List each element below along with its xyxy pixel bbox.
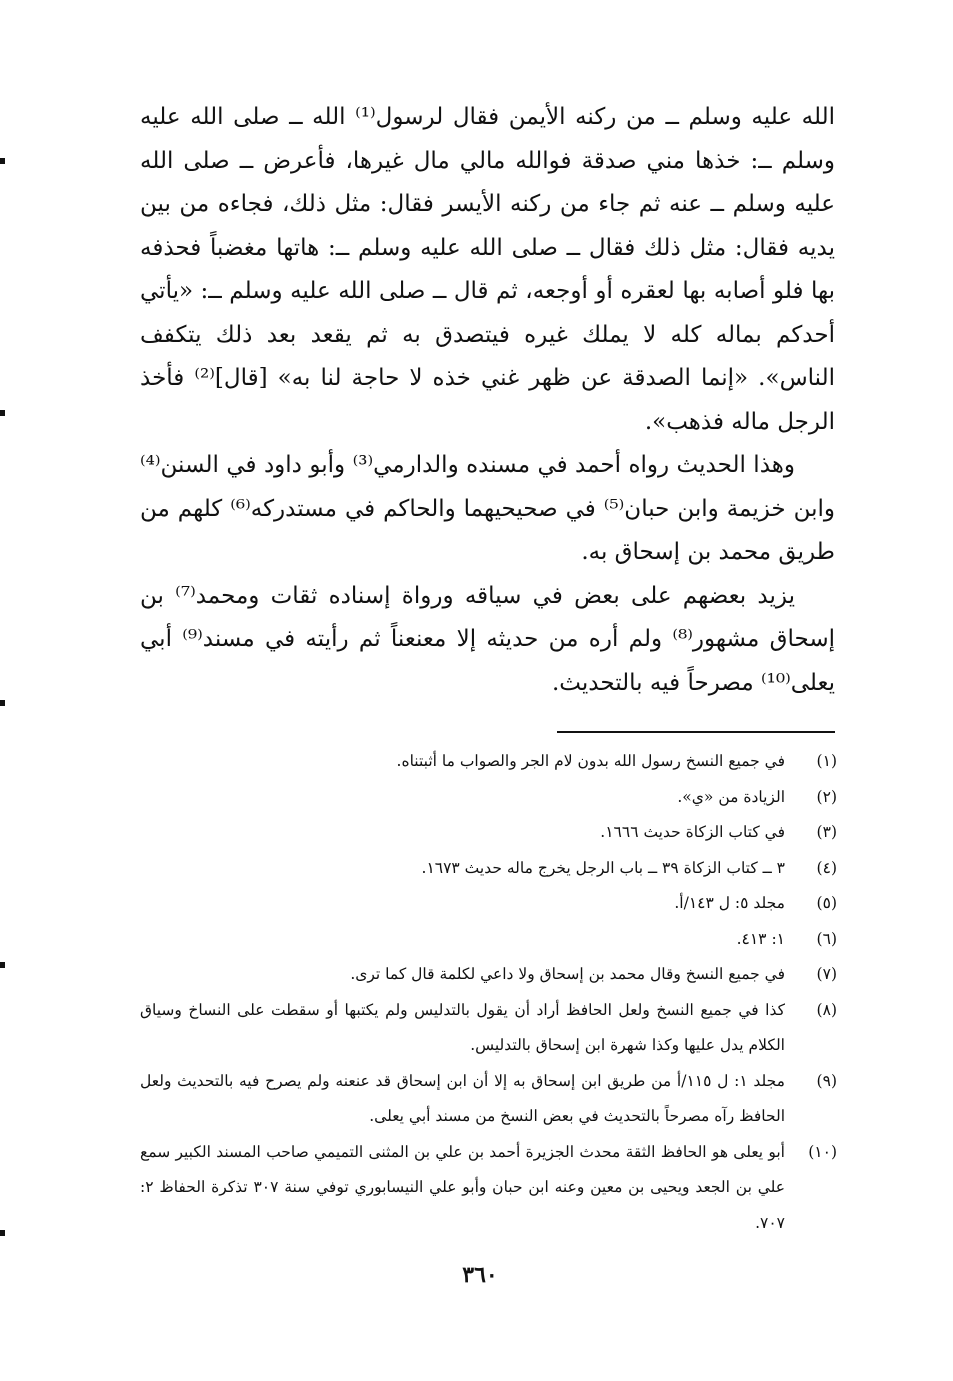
margin-mark [0,962,5,968]
footnote-number: (١) [816,752,837,770]
footnote [140,1135,837,1242]
footnote-text: ٣ ــ كتاب الزكاة ٣٩ ــ باب الرجل يخرج ماله حديث ١٦٧٣. [421,858,785,877]
footnote-number: (٧) [816,965,837,983]
paragraph-takhrij: وهذا الحديث رواه أحمد في مسنده والدارمي⁽³⁾ وأبو داود في السنن⁽⁴⁾ وابن خزيمة وابن حبان⁽⁵⁾ في صحيحيهما والحاكم في مستدركه⁽⁶⁾ كلهم من طريق محمد بن إسحاق به. [140,452,835,565]
footnote-text: مجلد ٥: ل ١٤٣/أ. [674,894,785,912]
footnote [140,957,837,993]
footnote-text: في جميع النسخ رسول الله بدون لام الجر والصواب ما أثبتناه. [396,752,785,770]
footnote-text: في جميع النسخ وقال محمد بن إسحاق ولا داعي لكلمة قال كما ترى. [350,965,785,983]
footnote-number: (٥) [816,894,837,912]
footnote-number: (١٠) [808,1142,837,1161]
footnote-separator [557,731,835,733]
footnote-number: (٨) [816,1000,837,1019]
footnote [140,744,837,780]
footnote-number: (٤) [816,858,837,877]
paragraph-hadith: الله عليه وسلم ــ من ركنه الأيمن فقال لرسول⁽¹⁾ الله ــ صلى الله عليه وسلم ــ: خذها مني صدقة فوالله مالي مال غيرها، فأعرض ــ صلى الله عليه وسلم ــ عنه ثم جاء من ركنه الأيسر فقال: مثل ذلك، فجاءه من بين يديه فقال: مثل ذلك فقال ــ صلى الله عليه وسلم ــ: هاتها مغضباً فحذفه بها فلو أصابه بها لعقره أو أوجعه، ثم قال ــ صلى الله عليه وسلم ــ: «يأتي أحدكم بماله كله لا يملك غيره فيتصدق به ثم يقعد بعد ذلك يتكفف الناس». «إنما الصدقة عن ظهر غني خذه لا حاجة لنا به» [قال]⁽²⁾ فأخذ الرجل ماله فذهب». [140,104,835,435]
paragraph-isnad: يزيد بعضهم على بعض في سياقه ورواة إسناده ثقات ومحمد⁽⁷⁾ بن إسحاق مشهور⁽⁸⁾ ولم أره من حديثه إلا معنعناً ثم رأيته في مسند⁽⁹⁾ أبي يعلى⁽¹⁰⁾ مصرحاً فيه بالتحديث. [140,582,836,696]
footnote-text: الزيادة من «ي». [677,787,785,806]
footnotes [140,744,837,1241]
margin-mark [0,1230,5,1236]
footnote [140,851,837,887]
footnote [140,993,837,1064]
footnote-text: ١: ٤١٣. [736,929,785,948]
footnote-number: (٦) [816,929,837,948]
footnote-number: (٩) [816,1071,837,1090]
page-number: ٣٦٠ [462,1262,498,1288]
footnote-number: (٢) [816,787,837,806]
main-text [140,96,835,705]
footnote-text: مجلد ١: ل ١١٥/أ من طريق ابن إسحاق به إلا أن ابن إسحاق قد عنعنه ولم يصرح فيه بالتحديث ولعل الحافظ رآه مصرحاً بالتحديث في بعض النسخ من مسند أبي يعلى. [140,1071,785,1125]
footnote-text: في كتاب الزكاة حديث ١٦٦٦. [600,823,785,841]
footnote-text: كذا في جميع النسخ ولعل الحافظ أراد أن يقول بالتدليس ولم يكتبها أو سقطت على النساخ وسياق الكلام يدل عليها وكذا شهرة ابن إسحاق بالتدليس. [140,1000,785,1054]
footnote [140,886,837,922]
footnote-text: أبو يعلى هو الحافظ الثقة محدث الجزيرة أحمد بن علي بن المثنى التميمي صاحب المسند الكبير سمع علي بن الجعد ويحيى بن معين وعنه ابن حبان وأبو علي النيسابوري توفي سنة ٣٠٧ تذكرة الحفاظ ٢: ٧٠٧. [140,1142,785,1232]
margin-mark [0,158,5,164]
footnote-number: (٣) [816,823,837,841]
footnote [140,922,837,958]
footnote [140,815,837,851]
footnote [140,1064,837,1135]
margin-mark [0,700,5,706]
margin-mark [0,410,5,416]
footnote [140,780,837,816]
